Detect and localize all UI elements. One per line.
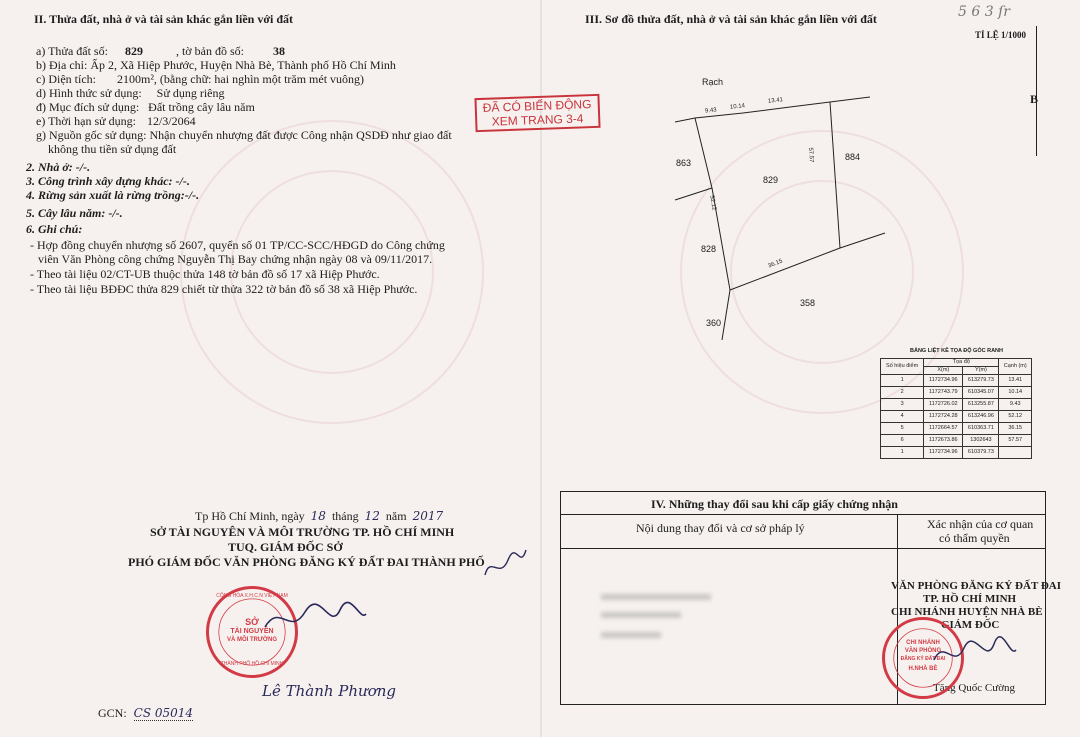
left-section-title: II. Thửa đất, nhà ở và tài sản khác gắn liền với đất	[34, 12, 294, 26]
coord-cell: 1172664.57	[924, 423, 963, 435]
coord-row	[881, 447, 1032, 459]
signer-right-name: Tăng Quốc Cường	[933, 682, 1016, 694]
note-2: - Theo tài liệu 02/CT-UB thuộc thửa 148 tờ bản đồ số 17 xã Hiệp Phước.	[30, 267, 380, 281]
map-parcel-829: 829	[763, 175, 779, 185]
map-edge-top-2: 10.14	[729, 103, 746, 111]
map-edge-right: 57.57	[806, 147, 815, 163]
change-stamp-line1: ĐÃ CÓ BIẾN ĐỘNG	[482, 97, 592, 115]
purpose-line	[36, 100, 255, 114]
usage-form-value: Sử dụng riêng	[156, 86, 225, 100]
note-1b: viên Văn Phòng công chứng Nguyễn Thị Bay chứng nhận ngày 08 và 09/11/2017.	[38, 252, 433, 266]
signer-left-name: Lê Thành Phương	[262, 682, 397, 700]
coord-cell: 52.12	[999, 411, 1032, 423]
purpose-value: Đất trồng cây lâu năm	[148, 100, 255, 114]
address-line: b) Địa chỉ: Ấp 2, Xã Hiệp Phước, Huyện Nhà Bè, Thành phố Hồ Chí Minh	[36, 58, 396, 72]
parcel-line	[36, 44, 285, 58]
date-year-label: năm	[385, 509, 407, 523]
blurred-change-content	[601, 612, 681, 618]
office-line-1: VĂN PHÒNG ĐĂNG KÝ ĐẤT ĐAI	[891, 580, 1061, 592]
coord-cell: 36.15	[999, 423, 1032, 435]
date-prefix: Tp Hồ Chí Minh, ngày	[195, 509, 305, 523]
seal-right-center-1: CHI NHÁNH	[906, 640, 940, 646]
seal-left-bottom-text: THÀNH PHỐ HỒ CHÍ MINH	[220, 661, 284, 667]
coord-cell: 10.14	[999, 387, 1032, 399]
scale-label: TỈ LỆ 1/1000	[975, 30, 1027, 40]
date-month-label: tháng	[331, 509, 359, 523]
initial-mark	[480, 545, 530, 585]
gcn-line	[98, 706, 193, 720]
map-edge-left: 52.12	[708, 195, 717, 211]
seal-right-center-4: H.NHÀ BÈ	[908, 666, 938, 672]
corner-handwritten-note: 5 6 3 ſr	[958, 4, 1010, 20]
coord-header-edge: Cạnh (m)	[999, 359, 1032, 375]
changes-col2-header-a: Xác nhận của cơ quan	[927, 517, 1034, 531]
coord-cell: 1	[881, 447, 924, 459]
coord-cell: 1172734.96	[924, 375, 963, 387]
house-line: 2. Nhà ở: -/-.	[26, 160, 91, 174]
coord-table-title: BẢNG LIỆT KÊ TỌA ĐỘ GÓC RANH	[910, 348, 1003, 354]
gcn-value: CS 05014	[133, 706, 194, 720]
notes-heading: 6. Ghi chú:	[26, 222, 83, 236]
issuer-org-3: PHÓ GIÁM ĐỐC VĂN PHÒNG ĐĂNG KÝ ĐẤT ĐAI THÀNH PHỐ	[128, 555, 485, 569]
coord-cell: 610345.07	[963, 387, 999, 399]
office-line-3: CHI NHÁNH HUYỆN NHÀ BÈ	[891, 606, 1043, 618]
seal-right-center-2: VĂN PHÒNG	[904, 648, 942, 654]
blurred-change-content	[601, 594, 711, 600]
map-sheet-label: , tờ bản đồ số:	[175, 44, 244, 58]
map-neighbor-884: 884	[845, 152, 861, 162]
coord-cell: 6	[881, 435, 924, 447]
parcel-number: 829	[124, 44, 143, 58]
usage-form-label: d) Hình thức sử dụng:	[36, 86, 142, 100]
office-line-4: GIÁM ĐỐC	[941, 619, 1000, 631]
issue-date-line	[195, 509, 443, 523]
note-1a: - Hợp đồng chuyển nhượng số 2607, quyển số 01 TP/CC-SCC/HĐGD do Công chứng	[30, 238, 445, 252]
term-line	[36, 114, 196, 128]
coord-cell: 1172673.86	[924, 435, 963, 447]
map-neighbor-863: 863	[676, 158, 692, 168]
map-neighbor-360: 360	[706, 318, 722, 328]
map-neighbor-828: 828	[701, 244, 717, 254]
coord-cell: 613255.87	[963, 399, 999, 411]
right-section-title: III. Sơ đồ thửa đất, nhà ở và tài sản khác gắn liền với đất	[585, 12, 877, 26]
seal-left-center-2: TÀI NGUYÊN	[230, 628, 274, 635]
seal-left-center-3: VÀ MÔI TRƯỜNG	[226, 637, 278, 643]
term-value: 12/3/2064	[146, 114, 196, 128]
coord-cell: 2	[881, 387, 924, 399]
seal-right-center-3: ĐĂNG KÝ ĐẤT ĐAI	[900, 656, 946, 662]
coord-header-point: Số hiệu điểm	[881, 359, 924, 375]
side-label: B	[1030, 92, 1039, 106]
coord-cell: 1172724.28	[924, 411, 963, 423]
coord-row	[881, 375, 1032, 387]
coord-cell: 1	[881, 375, 924, 387]
coord-header-y: Y(m)	[963, 367, 999, 375]
issuer-org-1: SỞ TÀI NGUYÊN VÀ MÔI TRƯỜNG TP. HỒ CHÍ MINH	[150, 525, 455, 539]
coord-cell: 57.57	[999, 435, 1032, 447]
origin-line: g) Nguồn gốc sử dụng: Nhận chuyển nhượng đất được Công nhận QSDĐ như giao đất	[36, 128, 452, 142]
date-year: 2017	[412, 509, 444, 523]
area-line	[36, 72, 364, 86]
coord-cell: 613246.96	[963, 411, 999, 423]
area-label: c) Diện tích:	[36, 72, 96, 86]
coord-row	[881, 411, 1032, 423]
office-line-2: TP. HỒ CHÍ MINH	[923, 593, 1017, 605]
changes-title-divider	[561, 514, 1045, 515]
change-stamp-line2: XEM TRANG 3-4	[491, 111, 584, 129]
coord-cell: 4	[881, 411, 924, 423]
coord-row	[881, 435, 1032, 447]
coord-cell: 9.43	[999, 399, 1032, 411]
changes-col2-header-b: có thẩm quyền	[939, 531, 1010, 545]
purpose-label: đ) Mục đích sử dụng:	[36, 100, 140, 114]
seal-left-ring-text: CÔNG HÒA X.H.C.N VIỆT NAM	[216, 593, 288, 599]
signature-right	[930, 630, 1020, 675]
date-month: 12	[364, 509, 380, 523]
seal-left-center-1: SỞ	[245, 617, 259, 627]
coord-cell: 3	[881, 399, 924, 411]
term-label: e) Thời hạn sử dụng:	[36, 114, 136, 128]
coord-cell: 1172743.79	[924, 387, 963, 399]
signature-left	[260, 592, 370, 642]
map-edge-top-1: 9.43	[704, 107, 717, 115]
other-works-line: 3. Công trình xây dựng khác: -/-.	[26, 174, 190, 188]
parcel-map	[640, 70, 900, 340]
changes-title: IV. Những thay đổi sau khi cấp giấy chứng nhận	[651, 497, 898, 511]
map-top-label: Rạch	[702, 77, 724, 87]
date-day: 18	[310, 509, 326, 523]
coord-cell: 1302643	[963, 435, 999, 447]
map-edge-top-3: 13.41	[767, 97, 784, 105]
coord-cell: 610379.73	[963, 447, 999, 459]
area-value: 2100m², (bằng chữ: hai nghìn một trăm mét vuông)	[116, 72, 365, 86]
coord-table	[880, 358, 1032, 459]
coord-row	[881, 387, 1032, 399]
north-arrow-line	[1036, 26, 1037, 156]
coord-cell: 613279.73	[963, 375, 999, 387]
coord-cell: 13.41	[999, 375, 1032, 387]
issuer-org-2: TUQ. GIÁM ĐỐC SỞ	[228, 540, 343, 554]
map-edge-bottom: 36.15	[767, 258, 784, 270]
changes-header-divider	[561, 548, 1045, 549]
perennial-line: 5. Cây lâu năm: -/-.	[26, 206, 123, 220]
parcel-prefix: a) Thửa đất số:	[36, 44, 108, 58]
coord-header-x: X(m)	[924, 367, 963, 375]
map-sheet-number: 38	[272, 44, 285, 58]
blurred-change-content	[601, 632, 661, 638]
origin-line-2: không thu tiền sử dụng đất	[48, 142, 177, 156]
gcn-label: GCN:	[98, 706, 127, 720]
coord-cell: 1172734.96	[924, 447, 963, 459]
map-neighbor-358: 358	[800, 298, 816, 308]
coord-cell: 5	[881, 423, 924, 435]
note-3: - Theo tài liệu BĐĐC thửa 829 chiết từ thửa 322 tờ bản đồ số 38 xã Hiệp Phước.	[30, 282, 418, 296]
coord-header-coord: Tọa độ	[924, 359, 999, 367]
coord-cell: 1172726.02	[924, 399, 963, 411]
forest-line: 4. Rừng sản xuất là rừng trồng:-/-.	[26, 188, 200, 202]
coord-row	[881, 423, 1032, 435]
changes-col1-header: Nội dung thay đổi và cơ sở pháp lý	[636, 521, 805, 535]
coord-cell: 610363.71	[963, 423, 999, 435]
usage-form-line	[36, 86, 225, 100]
coord-cell	[999, 447, 1032, 459]
change-stamp	[474, 94, 600, 132]
coord-row	[881, 399, 1032, 411]
